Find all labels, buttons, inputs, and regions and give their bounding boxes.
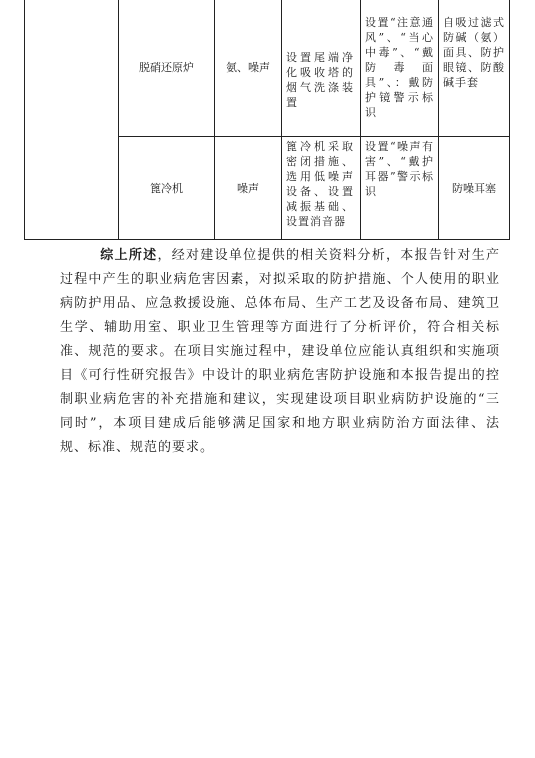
warning-signs: 设置“噪声有害”、“戴护耳器”警示标识 xyxy=(365,140,434,198)
hazard-factor: 噪声 xyxy=(237,181,259,195)
protective-measure: 篦冷机采取密闭措施、选用低噪声设备、设置减振基础、设置消音器 xyxy=(286,140,354,228)
protective-equipment: 防噪耳塞 xyxy=(452,181,496,195)
conclusion-paragraph xyxy=(60,244,500,460)
table-border-right xyxy=(509,0,510,240)
hazard-factor: 氨、噪声 xyxy=(226,60,270,74)
hazard-table xyxy=(24,0,510,240)
conclusion-body: ，经对建设单位提供的相关资料分析，本报告针对生产过程中产生的职业病危害因素，对拟采取的防护措施、个人使用的职业病防护用品、应急救援设施、总体布局、生产工艺及设备布局、建筑卫生学、辅助用室、职业卫生管理等方面进行了分析评价，符合相关标准、规范的要求。在项目实施过程中，建设单位应能认真组织和实施项目《可行性研究报告》中设计的职业病危害防护设施和本报告提出的控制职业病危害的补充措施和建议，实现建设项目职业病防护设施的“三同时”，本项目建成后能够满足国家和地方职业病防治方面法律、法规、标准、规范的要求。 xyxy=(60,248,500,455)
table-col-divider xyxy=(360,0,361,240)
conclusion-lead: 综上所述 xyxy=(100,248,158,263)
table-col-divider xyxy=(281,0,282,240)
protective-equipment: 自吸过滤式防碱（氨）面具、防护眼镜、防酸碱手套 xyxy=(443,16,505,89)
table-border-left xyxy=(24,0,25,240)
equipment-name: 脱硝还原炉 xyxy=(139,60,194,74)
protective-measure: 设置尾端净化吸收塔的烟气洗涤装置 xyxy=(286,51,354,109)
warning-signs: 设置“注意通风”、“当心中毒”、“戴防毒面具”、：戴防护镜警示标识 xyxy=(365,16,434,119)
equipment-name: 篦冷机 xyxy=(150,181,183,195)
table-border-bottom xyxy=(24,239,510,240)
